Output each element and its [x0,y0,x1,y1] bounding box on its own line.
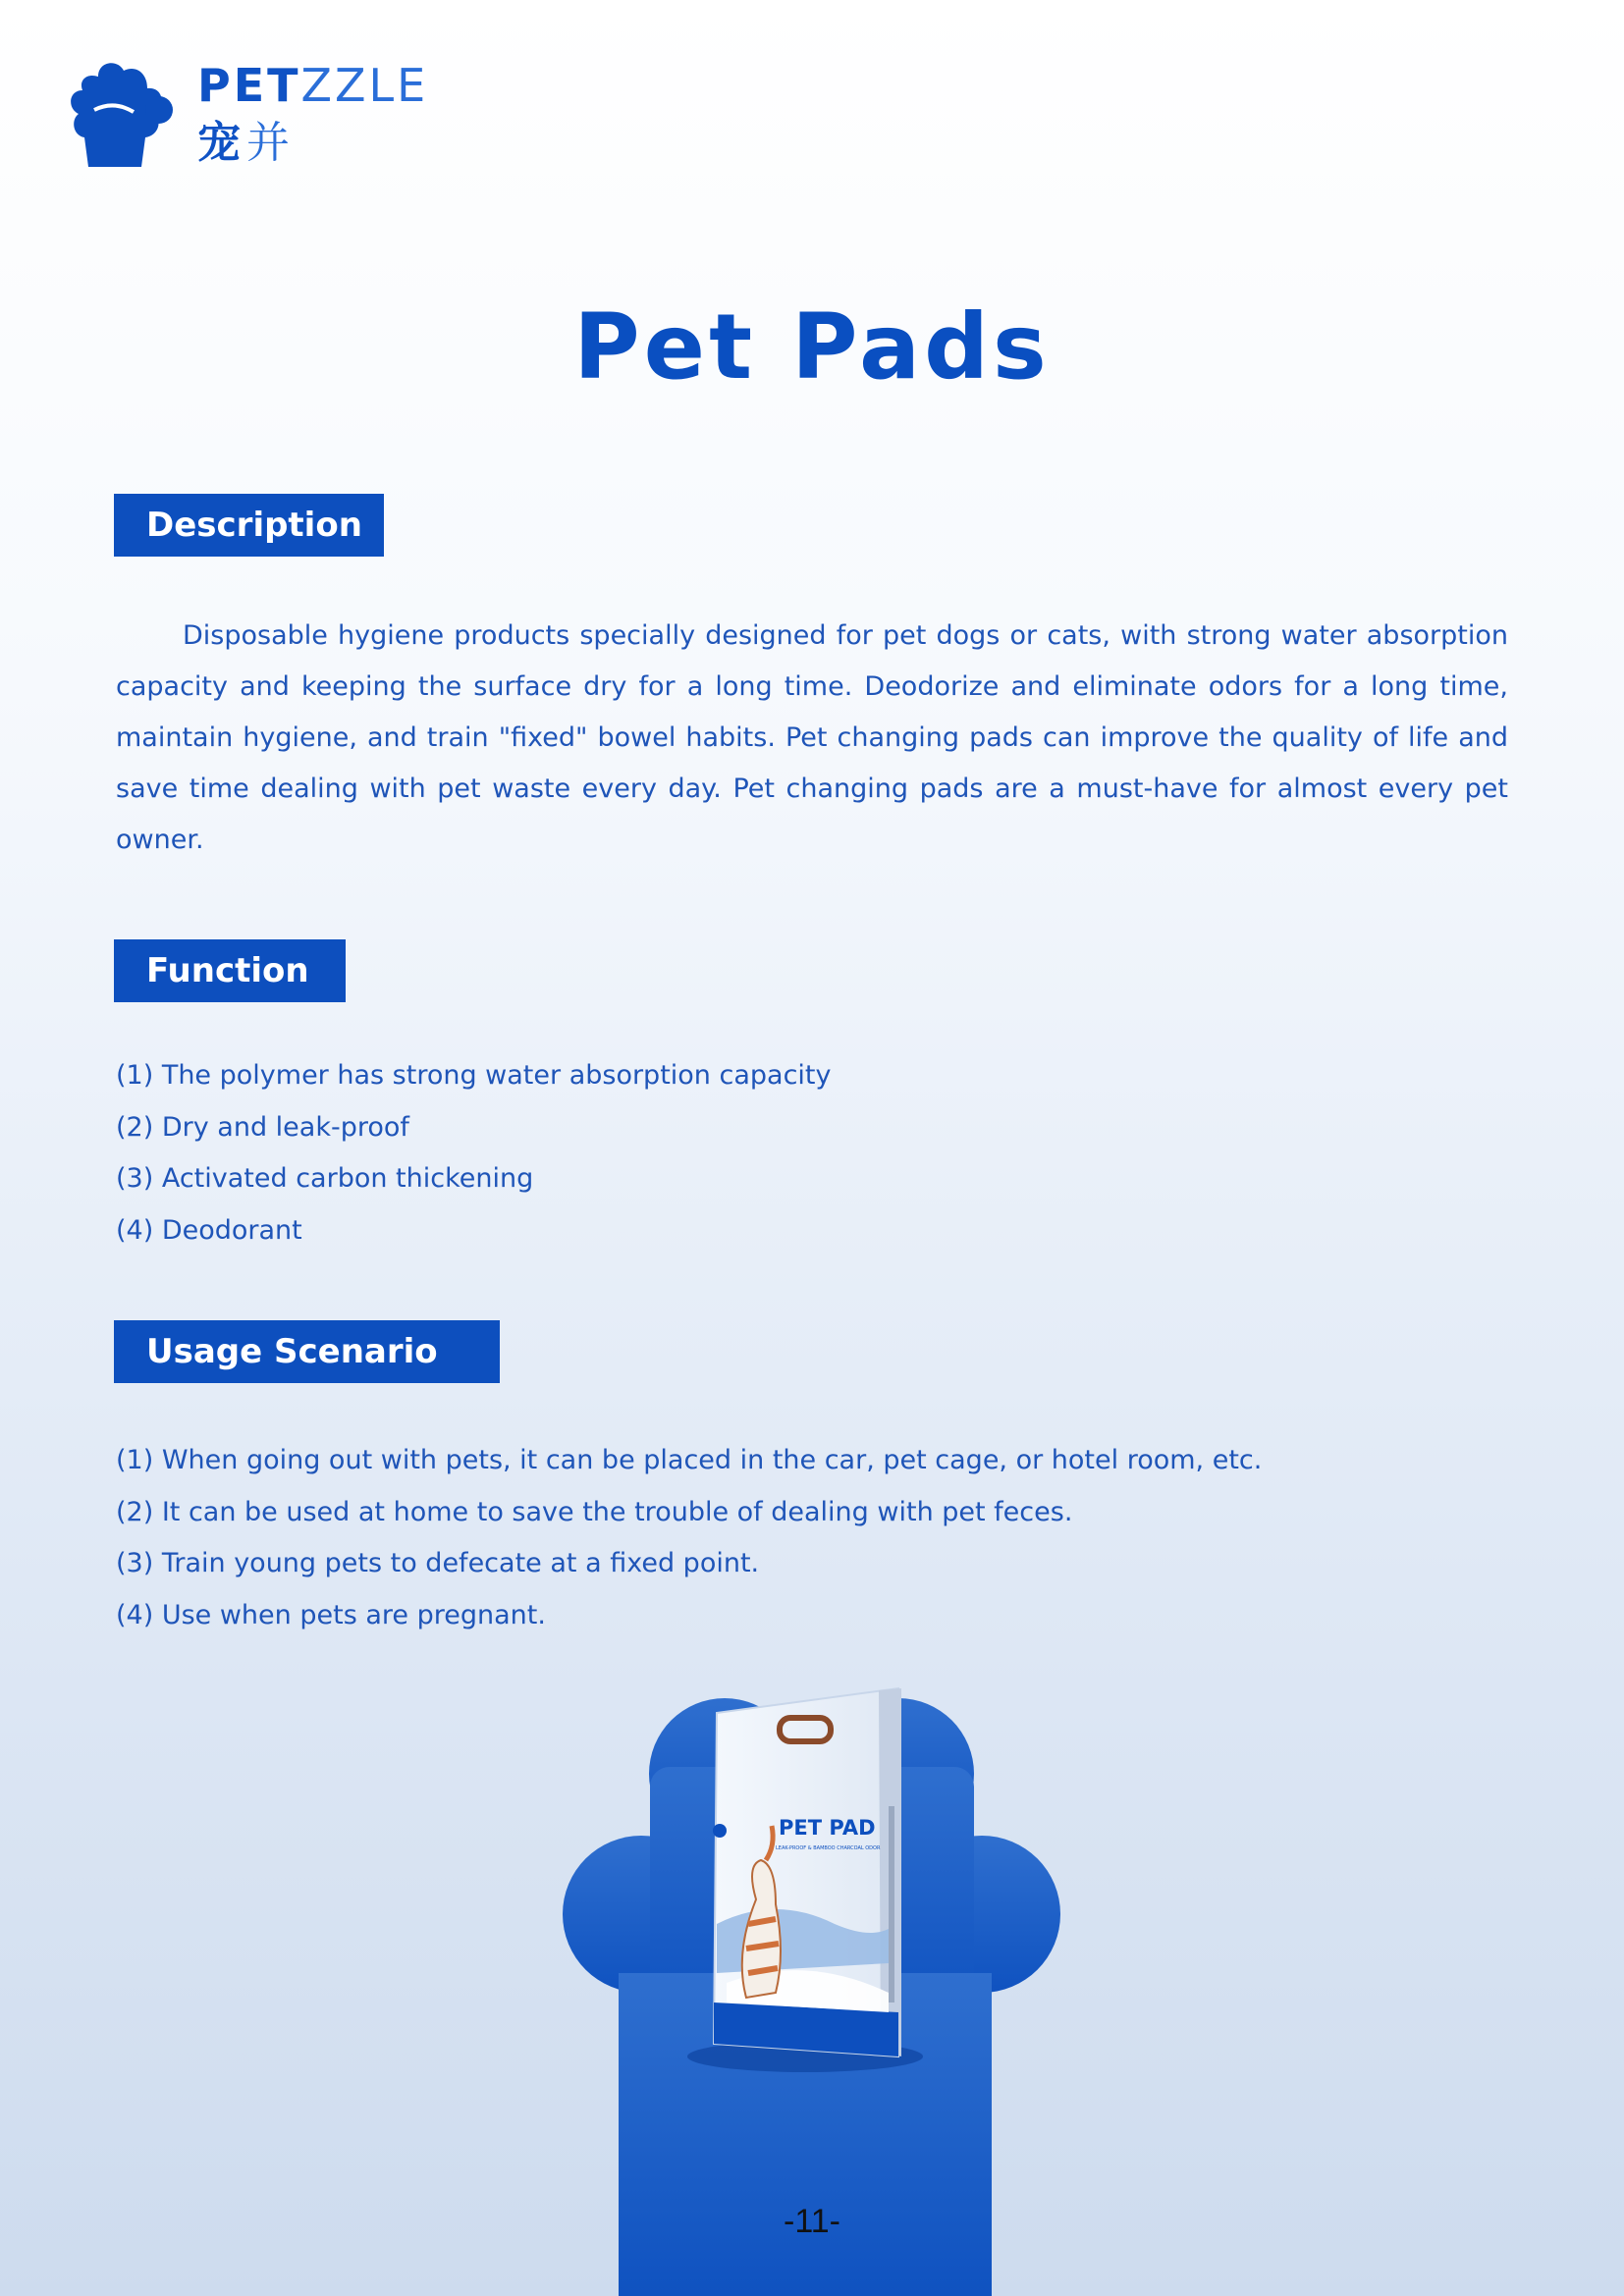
bag-logo-icon [713,1824,727,1838]
product-bag [713,1688,901,2056]
description-text: Disposable hygiene products specially designed for pet dogs or cats, with strong water absorption capacity and keeping the surface dry for a long time. Deodorize and eliminate odors for a long time, maintain hygiene, and train "fixed" bowel habits. Pet changing pads can improve the quality of life and save time dealing with pet waste every day. Pet changing pads are a must-have for almost every pet owner. [116,620,1508,855]
list-item: (2) Dry and leak-proof [116,1111,409,1143]
list-item: (1) The polymer has strong water absorption capacity [116,1060,832,1091]
function-heading: Function [114,939,346,1002]
description-heading: Description [114,494,384,557]
brand-cn-char-2: 并 [246,118,296,168]
page-number: -11- [784,2203,840,2240]
brand-cn-char-1: 宠 [197,118,246,168]
usage-heading: Usage Scenario [114,1320,500,1383]
brand-name-part1: PET [197,59,301,112]
list-item: (2) It can be used at home to save the trouble of dealing with pet feces. [116,1496,1073,1527]
page-title: Pet Pads [573,294,1051,400]
list-item: (4) Use when pets are pregnant. [116,1599,546,1630]
list-item: (4) Deodorant [116,1214,302,1246]
brand-name-part2: ZZLE [300,59,429,112]
list-item: (3) Activated carbon thickening [116,1163,534,1194]
list-item: (3) Train young pets to defecate at a fixed point. [116,1548,760,1578]
list-item: (1) When going out with pets, it can be placed in the car, pet cage, or hotel room, etc. [116,1445,1263,1475]
bag-sublabel: LEAK-PROOF & BAMBOO CHARCOAL ODOR [776,1845,881,1851]
bag-label: PET PAD [779,1816,876,1840]
